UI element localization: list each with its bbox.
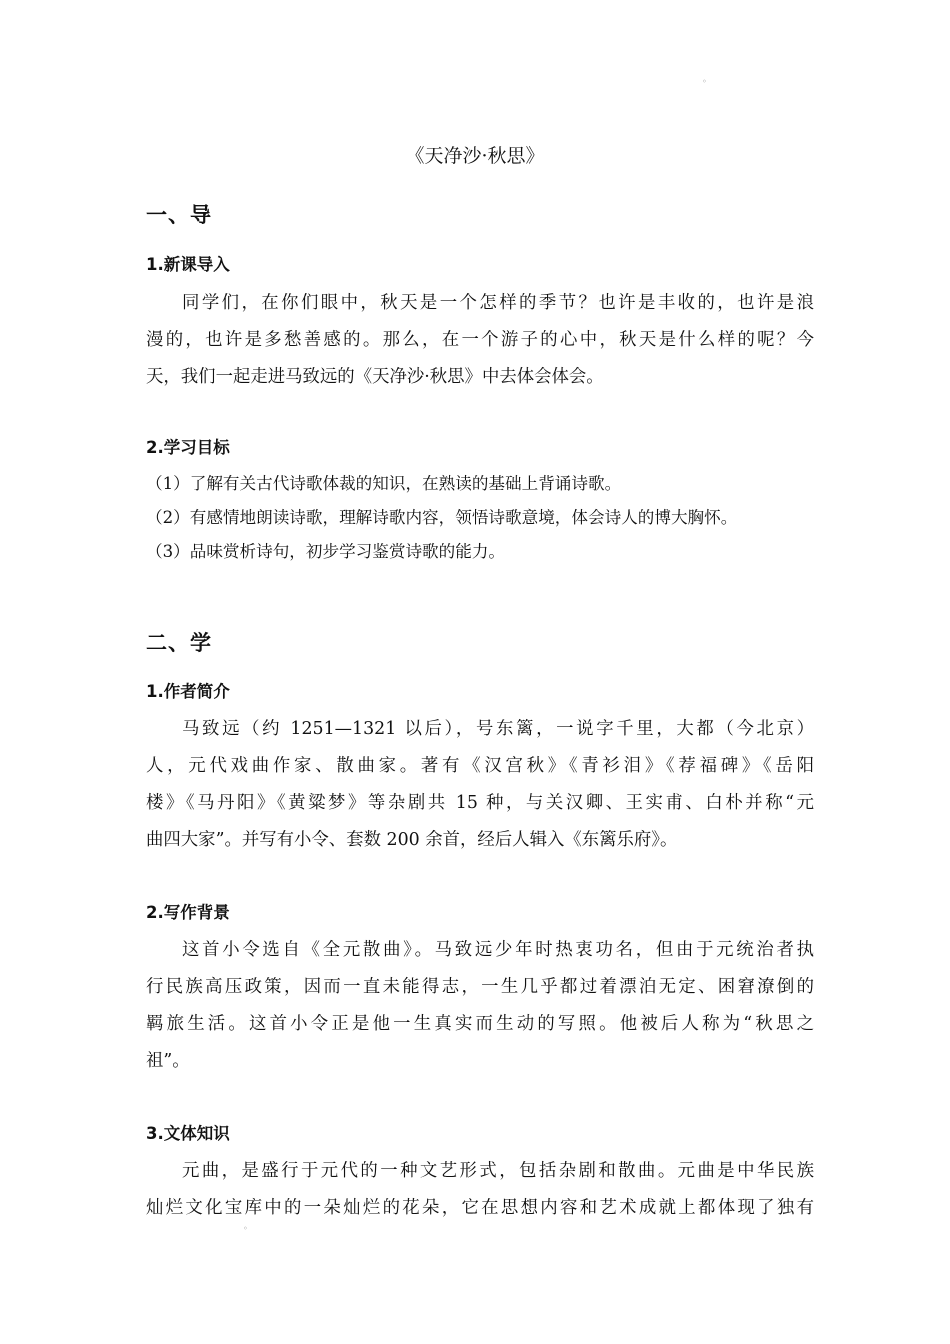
subsection-heading-genre: 3.文体知识 <box>146 1124 230 1143</box>
paragraph-line: 羁旅生活。这首小令正是他一生真实而生动的写照。他被后人称为“秋思之 <box>146 1014 814 1034</box>
paragraph-line: 漫的，也许是多愁善感的。那么，在一个游子的心中，秋天是什么样的呢？今 <box>146 330 814 350</box>
subsection-heading-intro: 1.新课导入 <box>146 255 230 274</box>
subsection-heading-author: 1.作者简介 <box>146 682 230 701</box>
page-title: 《天净沙·秋思》 <box>405 145 545 167</box>
paragraph-line: 灿烂文化宝库中的一朵灿烂的花朵，它在思想内容和艺术成就上都体现了独有 <box>146 1198 814 1218</box>
footer-mark: ◦ <box>243 1224 248 1233</box>
paragraph-line: 这首小令选自《全元散曲》。马致远少年时热衷功名，但由于元统治者执 <box>182 940 814 960</box>
background-paragraph <box>146 932 814 1080</box>
genre-paragraph <box>146 1153 814 1227</box>
paragraph-line: 人，元代戏曲作家、散曲家。著有《汉宫秋》《青衫泪》《荐福碑》《岳阳 <box>146 756 814 776</box>
paragraph-line: 马致远（约 1251—1321 以后），号东篱，一说字千里，大都（今北京） <box>182 719 814 739</box>
paragraph-line: 同学们，在你们眼中，秋天是一个怎样的季节？也许是丰收的，也许是浪 <box>182 293 814 313</box>
paragraph-line: 祖”。 <box>146 1051 190 1071</box>
intro-paragraph <box>146 285 814 396</box>
header-mark: ◦ <box>702 77 707 86</box>
paragraph-line: 楼》《马丹阳》《黄粱梦》等杂剧共 15 种，与关汉卿、王实甫、白朴并称“元 <box>146 793 814 813</box>
paragraph-line: 天，我们一起走进马致远的《天净沙·秋思》中去体会体会。 <box>146 367 604 387</box>
paragraph-line: 元曲，是盛行于元代的一种文艺形式，包括杂剧和散曲。元曲是中华民族 <box>182 1161 814 1181</box>
section-heading-dao: 一、导 <box>146 203 212 227</box>
list-item: （3）品味赏析诗句，初步学习鉴赏诗歌的能力。 <box>146 542 506 561</box>
paragraph-line: 曲四大家”。并写有小令、套数 200 余首，经后人辑入《东篱乐府》。 <box>146 830 678 850</box>
goals-list <box>146 467 826 569</box>
paragraph-line: 行民族高压政策，因而一直未能得志，一生几乎都过着漂泊无定、困窘潦倒的 <box>146 977 814 997</box>
subsection-heading-background: 2.写作背景 <box>146 903 230 922</box>
author-paragraph <box>146 711 814 859</box>
section-heading-xue: 二、学 <box>146 631 212 655</box>
subsection-heading-goals: 2.学习目标 <box>146 438 230 457</box>
list-item: （2）有感情地朗读诗歌，理解诗歌内容，领悟诗歌意境，体会诗人的博大胸怀。 <box>146 508 738 527</box>
list-item: （1）了解有关古代诗歌体裁的知识，在熟读的基础上背诵诗歌。 <box>146 474 622 493</box>
